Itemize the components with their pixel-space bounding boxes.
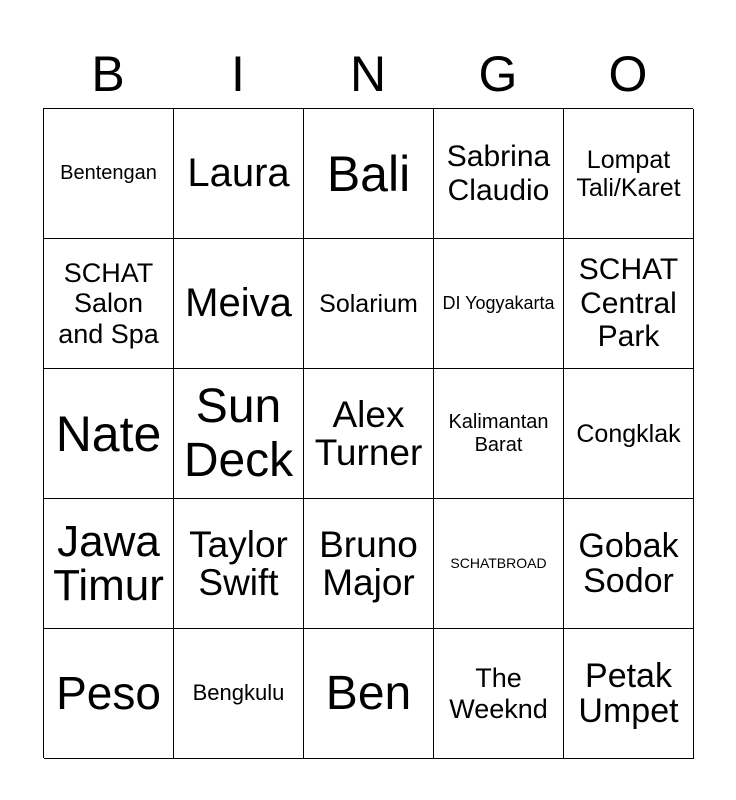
bingo-cell[interactable] [174, 239, 304, 369]
cell-text: Lompat Tali/Karet [576, 145, 681, 202]
cell-text: Peso [56, 666, 161, 719]
bingo-header [43, 40, 693, 108]
bingo-cell[interactable] [174, 369, 304, 499]
bingo-cell[interactable] [44, 629, 174, 759]
cell-text: SCHAT Salon and Spa [58, 258, 159, 349]
bingo-cell[interactable] [174, 499, 304, 629]
cell-text: Ben [325, 666, 412, 720]
bingo-cell[interactable] [174, 629, 304, 759]
cell-text: Jawa Timur [53, 516, 164, 610]
cell-text: Meiva [185, 281, 292, 326]
cell-text: Bengkulu [192, 680, 285, 706]
cell-text: Congklak [576, 419, 681, 448]
cell-text: Bruno Major [319, 524, 418, 603]
bingo-cell[interactable] [304, 499, 434, 629]
cell-text: The Weeknd [449, 663, 548, 724]
header-letter-g: G [478, 46, 518, 102]
bingo-cell[interactable] [44, 239, 174, 369]
cell-text: Taylor Swift [189, 524, 288, 603]
cell-text: Bali [326, 145, 411, 202]
cell-text: Petak Umpet [578, 656, 679, 730]
bingo-cell[interactable] [174, 109, 304, 239]
bingo-cell[interactable] [304, 629, 434, 759]
bingo-cell[interactable] [564, 239, 694, 369]
cell-text: Gobak Sodor [578, 526, 679, 600]
bingo-cell[interactable] [564, 629, 694, 759]
cell-text: DI Yogyakarta [442, 293, 555, 314]
cell-text: Bentengan [60, 162, 157, 185]
bingo-board [43, 108, 693, 758]
cell-text: Solarium [319, 289, 418, 318]
cell-text: Kalimantan Barat [448, 411, 549, 456]
bingo-cell[interactable] [564, 499, 694, 629]
bingo-cell[interactable] [434, 499, 564, 629]
bingo-cell[interactable] [304, 369, 434, 499]
bingo-cell[interactable] [304, 239, 434, 369]
cell-text: Nate [55, 405, 162, 462]
bingo-cell[interactable] [304, 109, 434, 239]
cell-text: Alex Turner [314, 394, 423, 473]
cell-text: SCHAT Central Park [578, 253, 679, 354]
header-letter-b: B [91, 46, 125, 102]
bingo-cell[interactable] [434, 109, 564, 239]
header-letter-n: N [349, 46, 387, 102]
cell-text: Sun Deck [183, 379, 294, 487]
bingo-cell[interactable] [44, 109, 174, 239]
cell-text: SCHATBROAD [450, 554, 547, 571]
bingo-cell[interactable] [434, 239, 564, 369]
bingo-cell[interactable] [564, 369, 694, 499]
header-letter-i: I [231, 46, 245, 102]
bingo-cell[interactable] [44, 369, 174, 499]
bingo-cell[interactable] [434, 629, 564, 759]
cell-text: Laura [187, 151, 290, 196]
bingo-cell[interactable] [564, 109, 694, 239]
bingo-cell[interactable] [434, 369, 564, 499]
header-letter-o: O [608, 46, 648, 102]
bingo-cell[interactable] [44, 499, 174, 629]
cell-text: Sabrina Claudio [446, 139, 551, 207]
